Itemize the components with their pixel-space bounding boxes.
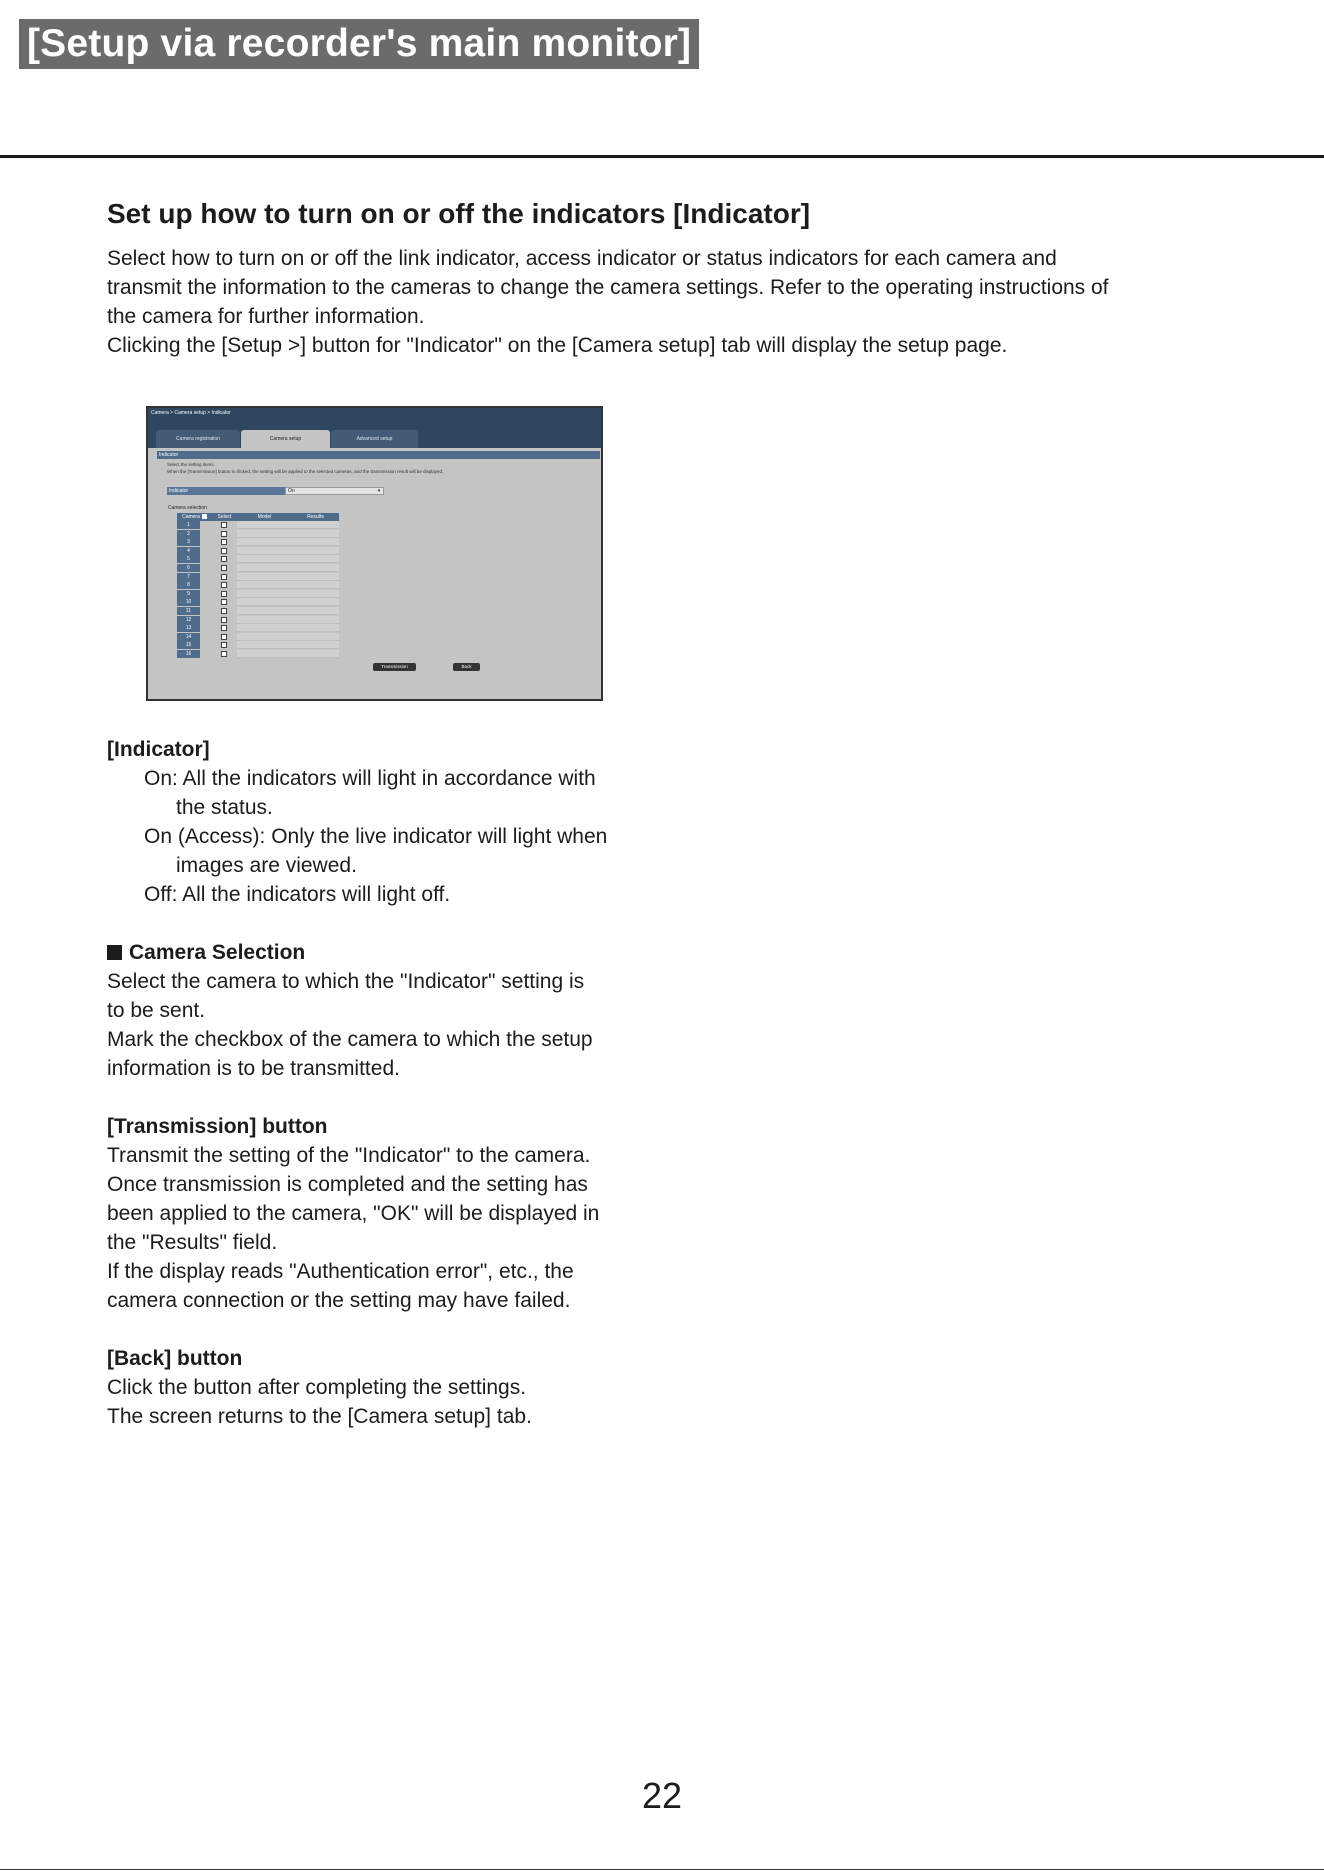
table-cell (237, 633, 292, 641)
camera-number-cell: 8 (177, 581, 200, 589)
column-header-label: Camera (182, 514, 200, 520)
indicator-setup-screenshot (146, 406, 603, 701)
instruction-text: Select the setting items. (167, 462, 215, 467)
camera-number-cell: 16 (177, 650, 200, 658)
breadcrumb: Camera > Camera setup > Indicator (151, 410, 231, 416)
option-on: On: All the indicators will light in accordance with (144, 767, 596, 790)
camera-select-checkbox (221, 565, 227, 571)
option-on-continued: the status. (176, 796, 273, 819)
table-cell (237, 530, 292, 538)
camera-selection-label: Camera selection (168, 505, 207, 511)
table-cell (292, 530, 339, 538)
transmission-heading: [Transmission] button (107, 1115, 328, 1138)
tab-camera-registration: Camera registration (156, 430, 240, 448)
table-cell (292, 555, 339, 563)
camera-number-cell: 10 (177, 598, 200, 606)
option-off: Off: All the indicators will light off. (144, 883, 451, 906)
option-on-access-continued: images are viewed. (176, 854, 357, 877)
tab-advanced-setup: Advanced setup (331, 430, 418, 448)
table-cell (292, 607, 339, 615)
table-cell (237, 555, 292, 563)
camera-number-cell: 12 (177, 616, 200, 624)
camera-select-checkbox (221, 651, 227, 657)
table-cell (237, 590, 292, 598)
camera-selection-heading-text: Camera Selection (129, 941, 306, 964)
chevron-down-icon: ▾ (377, 488, 381, 494)
camera-select-checkbox (221, 599, 227, 605)
camera-select-checkbox (221, 556, 227, 562)
camera-number-cell: 3 (177, 538, 200, 546)
section-title: Set up how to turn on or off the indicators [Indicator] (107, 198, 811, 229)
table-cell (292, 590, 339, 598)
footer-divider (0, 1869, 1324, 1870)
column-header-camera (177, 513, 212, 521)
screenshot-topbar (148, 408, 601, 423)
back-button: Back (453, 663, 480, 671)
transmission-line: Once transmission is completed and the setting has (107, 1173, 588, 1196)
table-cell (237, 581, 292, 589)
transmission-line: If the display reads "Authentication error", etc., the (107, 1260, 574, 1283)
camera-select-checkbox (221, 574, 227, 580)
camera-number-cell: 6 (177, 564, 200, 572)
camera-number-cell: 15 (177, 641, 200, 649)
table-cell (292, 521, 339, 529)
description-text (107, 735, 667, 1431)
transmission-line: the "Results" field. (107, 1231, 278, 1254)
column-header-select: Select (212, 513, 237, 521)
instruction-text: When the [Transmission] button is clicked, the setting will be applied to the selected cameras, and the transmission result will be displayed. (167, 469, 444, 474)
camera-number-cell: 13 (177, 624, 200, 632)
transmission-button: Transmission (373, 663, 416, 671)
camera-select-checkbox (221, 642, 227, 648)
camera-selection-line: Select the camera to which the "Indicator" setting is (107, 970, 585, 993)
table-cell (237, 616, 292, 624)
table-cell (237, 650, 292, 658)
camera-number-cell: 14 (177, 633, 200, 641)
tab-camera-setup: Camera setup (241, 430, 330, 448)
column-header-model: Model (237, 513, 292, 521)
camera-select-checkbox (221, 634, 227, 640)
camera-select-checkbox (221, 582, 227, 588)
indicator-field-label: Indicator (167, 487, 285, 495)
table-cell (292, 650, 339, 658)
camera-select-checkbox (221, 625, 227, 631)
table-cell (292, 564, 339, 572)
camera-selection-line: to be sent. (107, 999, 206, 1022)
back-heading: [Back] button (107, 1347, 243, 1370)
table-cell (292, 581, 339, 589)
table-cell (237, 624, 292, 632)
back-line: Click the button after completing the settings. (107, 1376, 527, 1399)
table-cell (292, 616, 339, 624)
option-on-access: On (Access): Only the live indicator will light when (144, 825, 608, 848)
camera-selection-line: information is to be transmitted. (107, 1057, 400, 1080)
camera-select-checkbox (221, 608, 227, 614)
screenshot-tabrow (148, 423, 601, 448)
transmission-line: Transmit the setting of the "Indicator" to the camera. (107, 1144, 591, 1167)
intro-line: Clicking the [Setup >] button for "Indicator" on the [Camera setup] tab will display the setup page. (107, 334, 1008, 357)
table-cell (237, 607, 292, 615)
camera-number-cell: 1 (177, 521, 200, 529)
transmission-line: camera connection or the setting may have failed. (107, 1289, 571, 1312)
intro-line: the camera for further information. (107, 305, 425, 328)
square-bullet-icon (107, 945, 122, 960)
camera-selection-heading (107, 938, 667, 967)
camera-number-cell: 11 (177, 607, 200, 615)
table-cell (237, 573, 292, 581)
table-cell (292, 633, 339, 641)
table-cell (292, 641, 339, 649)
indicator-select: On (285, 487, 384, 495)
camera-select-checkbox (221, 591, 227, 597)
table-cell (237, 641, 292, 649)
table-cell (292, 573, 339, 581)
page-header-title: [Setup via recorder's main monitor] (19, 19, 699, 69)
camera-select-checkbox (221, 617, 227, 623)
table-cell (237, 564, 292, 572)
camera-number-cell: 5 (177, 555, 200, 563)
table-cell (292, 598, 339, 606)
camera-number-cell: 4 (177, 547, 200, 555)
camera-number-cell: 9 (177, 590, 200, 598)
column-header-results: Results (292, 513, 339, 521)
camera-number-cell: 2 (177, 530, 200, 538)
camera-select-checkbox (221, 531, 227, 537)
table-cell (292, 547, 339, 555)
table-cell (237, 547, 292, 555)
indicator-section-header: Indicator (157, 451, 600, 459)
table-cell (292, 624, 339, 632)
indicator-heading: [Indicator] (107, 738, 210, 761)
camera-select-checkbox (221, 539, 227, 545)
camera-select-checkbox (221, 522, 227, 528)
table-cell (237, 538, 292, 546)
transmission-line: been applied to the camera, "OK" will be displayed in (107, 1202, 600, 1225)
intro-line: Select how to turn on or off the link indicator, access indicator or status indicators for each camera and (107, 247, 1057, 270)
intro-paragraph (107, 244, 1247, 360)
camera-select-checkbox (221, 548, 227, 554)
table-cell (237, 598, 292, 606)
table-cell (237, 521, 292, 529)
select-all-checkbox (202, 514, 207, 519)
back-line: The screen returns to the [Camera setup] tab. (107, 1405, 532, 1428)
page-number: 22 (641, 1775, 683, 1816)
camera-selection-line: Mark the checkbox of the camera to which the setup (107, 1028, 593, 1051)
table-cell (292, 538, 339, 546)
header-divider (0, 155, 1324, 158)
intro-line: transmit the information to the cameras to change the camera settings. Refer to the operating instructions of (107, 276, 1109, 299)
camera-number-cell: 7 (177, 573, 200, 581)
